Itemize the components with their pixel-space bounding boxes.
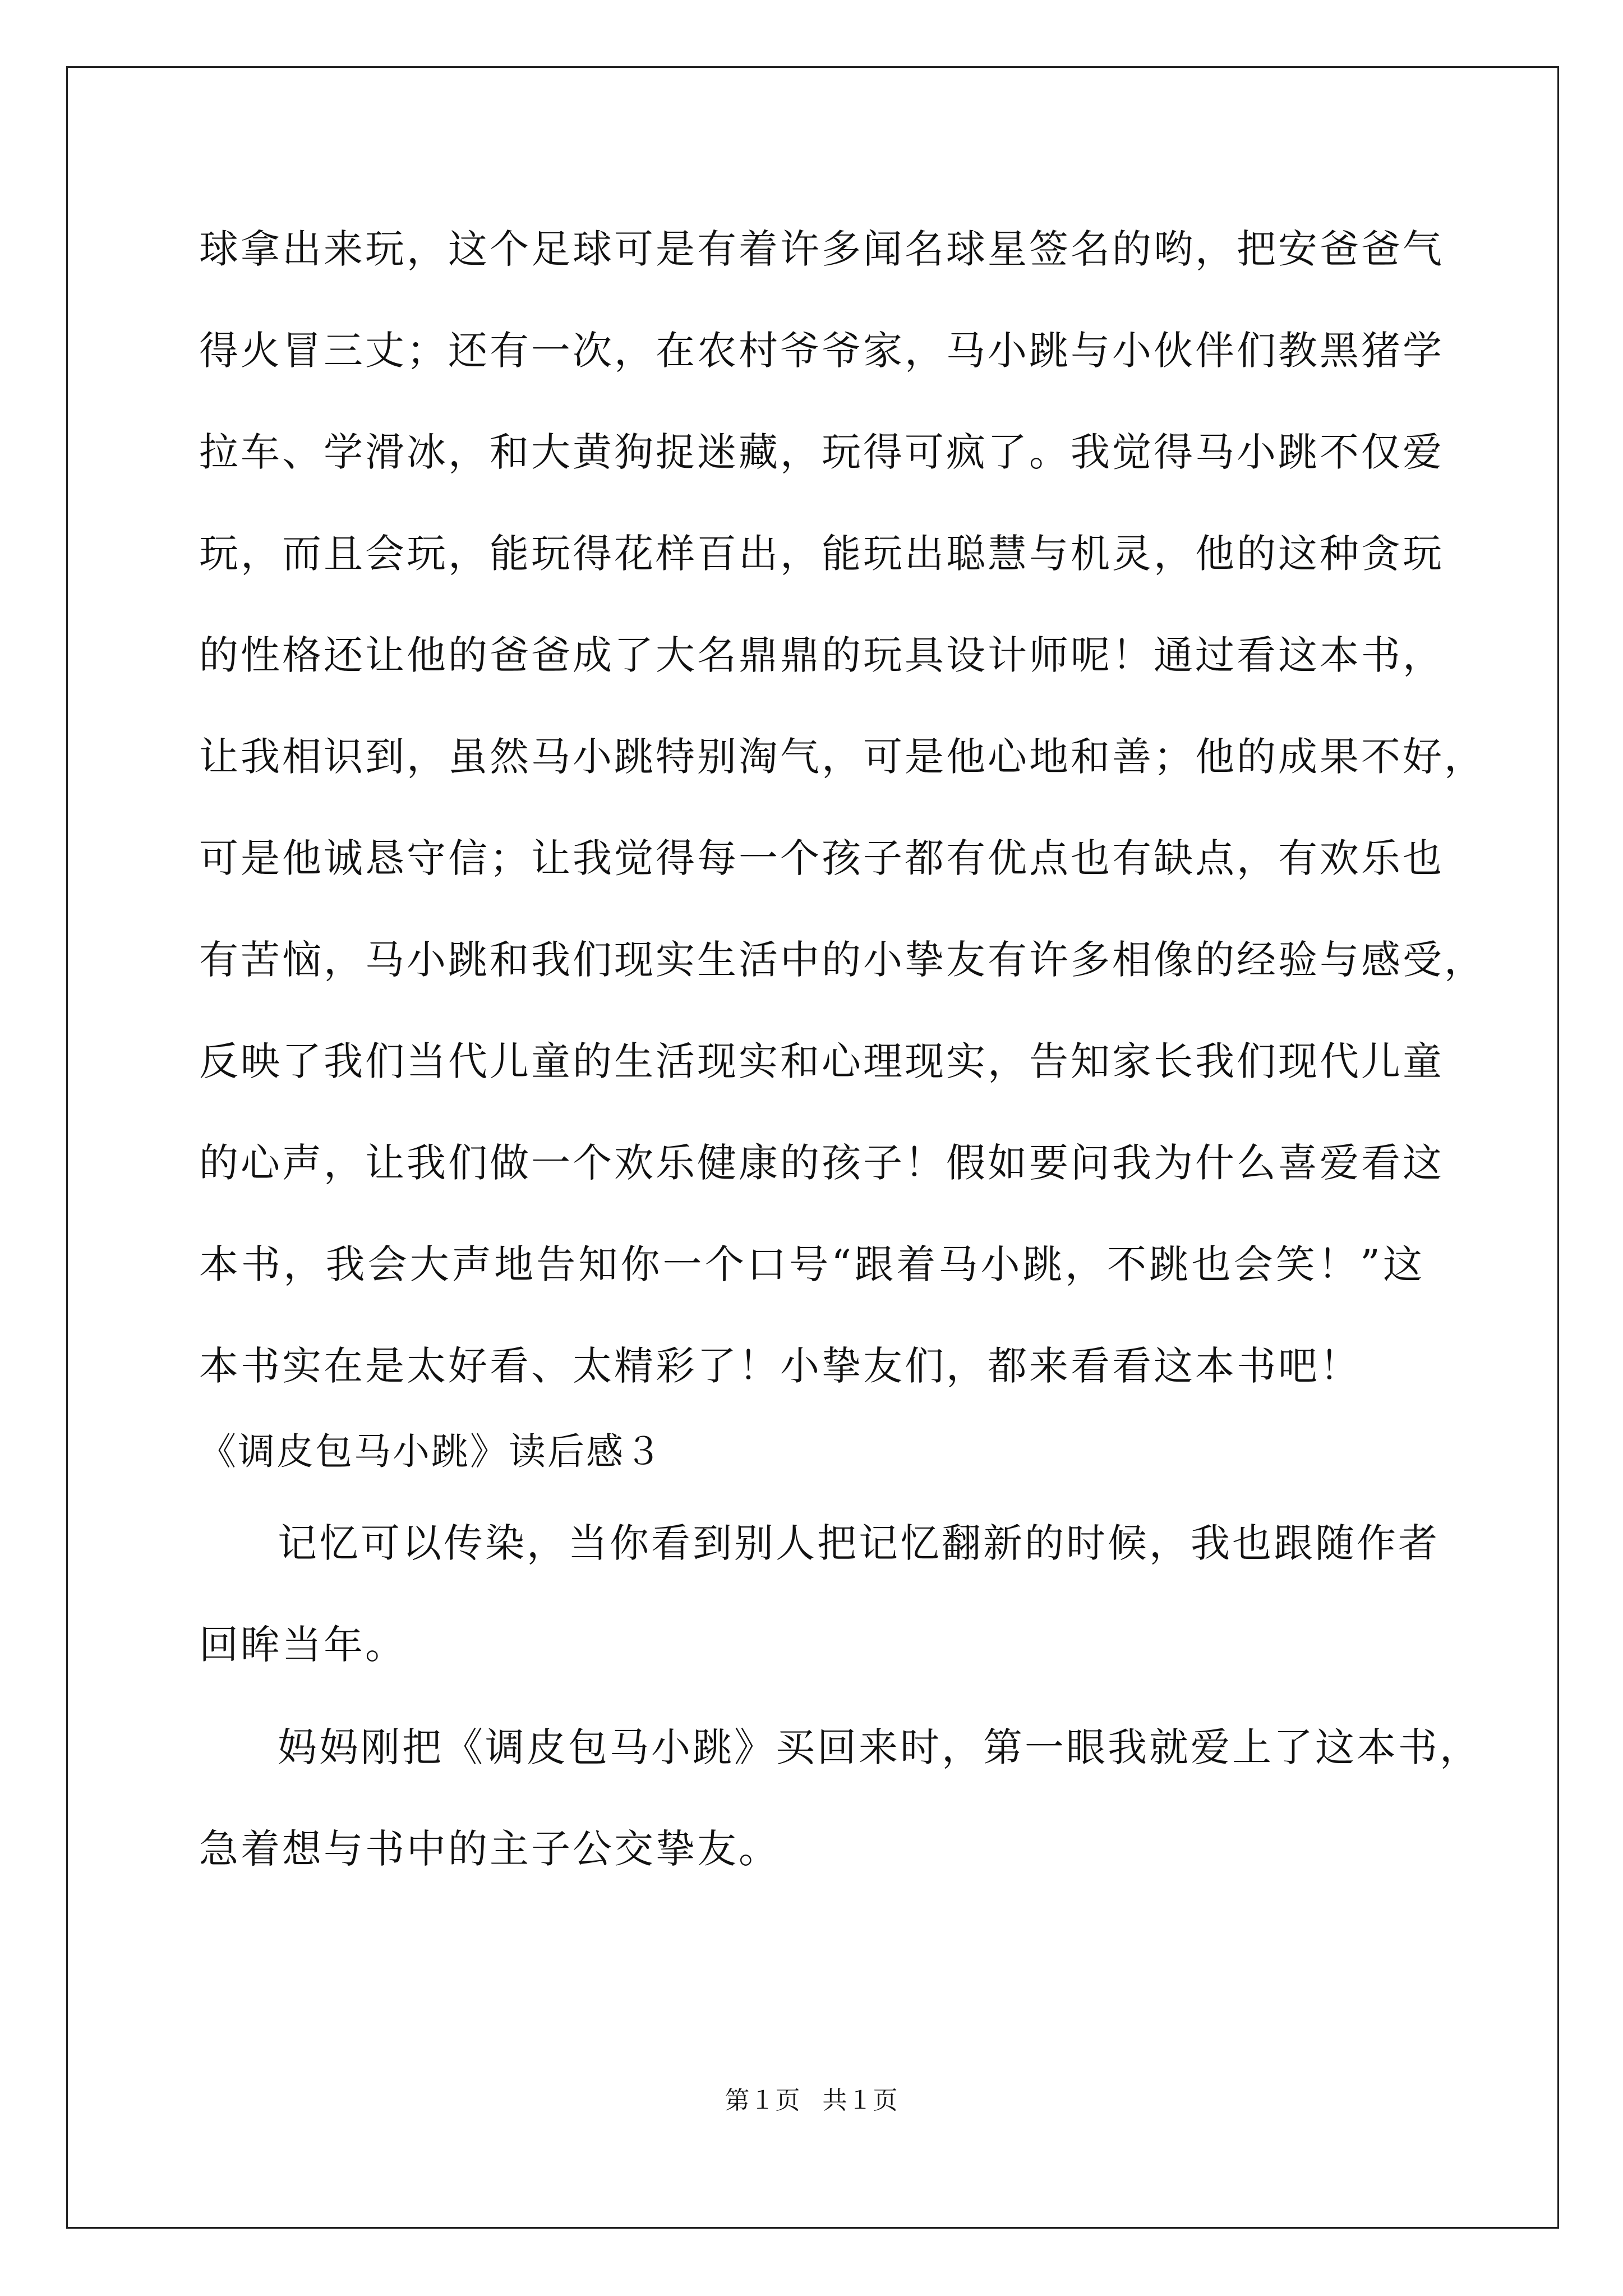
body-line: 拉车、学滑冰，和大黄狗捉迷藏，玩得可疯了。我觉得马小跳不仅爱 <box>199 429 1444 475</box>
body-line: 本书实在是太好看、太精彩了！小挚友们，都来看看这本书吧！ <box>199 1343 1361 1389</box>
body-line: 的心声，让我们做一个欢乐健康的孩子！假如要问我为什么喜爱看这 <box>199 1140 1444 1186</box>
paragraph-line: 妈妈刚把《调皮包马小跳》买回来时，第一眼我就爱上了这本书， <box>278 1724 1481 1770</box>
paragraph-line: 回眸当年。 <box>199 1622 407 1668</box>
page-number: 第１页 <box>725 2086 801 2115</box>
paragraph-line: 急着想与书中的主子公交挚友。 <box>199 1826 780 1872</box>
body-line: 可是他诚恳守信；让我觉得每一个孩子都有优点也有缺点，有欢乐也 <box>199 835 1444 881</box>
section-title: 《调皮包马小跳》读后感３ <box>199 1430 663 1473</box>
paragraph-line: 记忆可以传染，当你看到别人把记忆翻新的时候，我也跟随作者 <box>278 1520 1440 1566</box>
body-line: 的性格还让他的爸爸成了大名鼎鼎的玩具设计师呢！通过看这本书， <box>199 632 1444 678</box>
body-line: 反映了我们当代儿童的生活现实和心理现实，告知家长我们现代儿童 <box>199 1038 1444 1084</box>
body-line: 本书，我会大声地告知你一个口号“跟着马小跳，不跳也会笑！”这 <box>199 1241 1424 1287</box>
total-pages: 共１页 <box>822 2086 898 2115</box>
page-footer <box>0 2084 1623 2118</box>
body-line: 有苦恼，马小跳和我们现实生活中的小挚友有许多相像的经验与感受， <box>199 937 1486 983</box>
body-line: 让我相识到，虽然马小跳特别淘气，可是他心地和善；他的成果不好， <box>199 734 1486 780</box>
body-line: 得火冒三丈；还有一次，在农村爷爷家，马小跳与小伙伴们教黑猪学 <box>199 328 1444 374</box>
body-line: 球拿出来玩，这个足球可是有着许多闻名球星签名的哟，把安爸爸气 <box>199 226 1444 272</box>
body-line: 玩，而且会玩，能玩得花样百出，能玩出聪慧与机灵，他的这种贪玩 <box>199 531 1444 577</box>
